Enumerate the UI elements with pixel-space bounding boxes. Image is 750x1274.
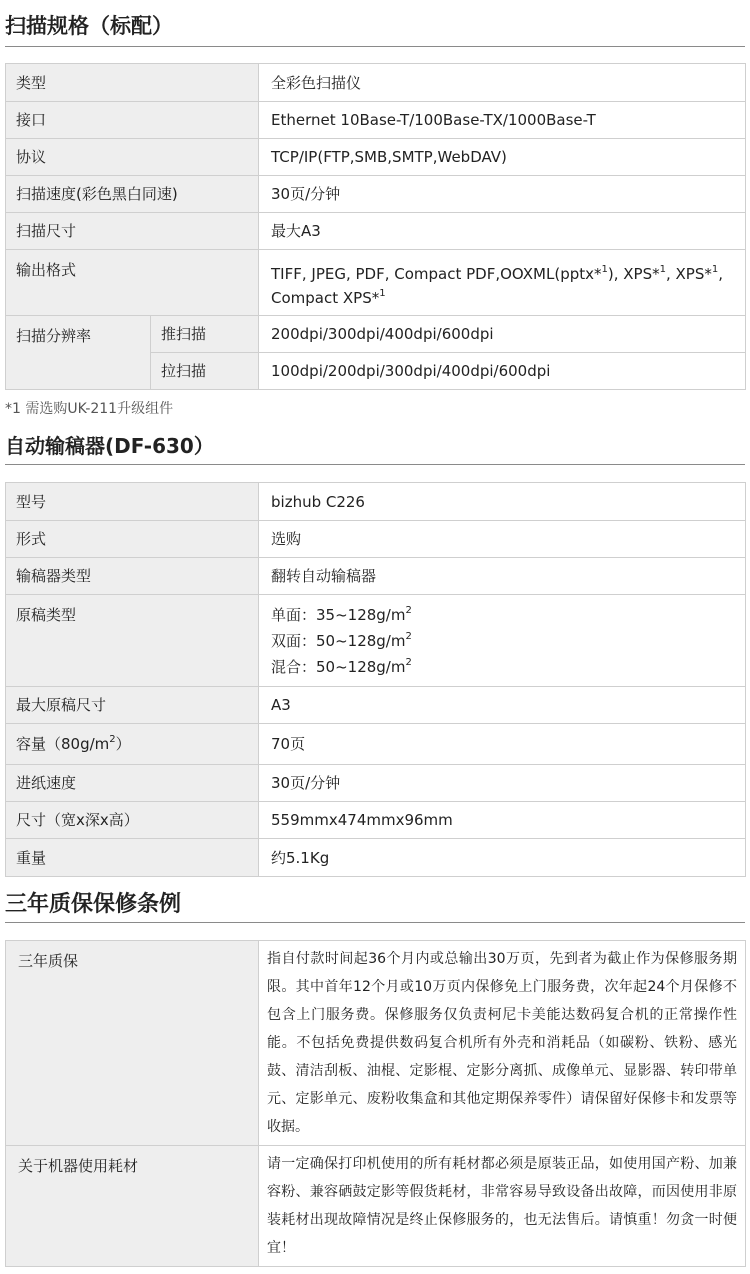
- format-text: TIFF, JPEG, PDF, Compact PDF,OOXML(pptx*: [271, 264, 602, 283]
- table-row: [6, 765, 746, 802]
- spec-value: 200dpi/300dpi/400dpi/600dpi: [259, 316, 746, 353]
- spec-label: 扫描分辨率: [6, 316, 151, 390]
- table-row: [6, 316, 746, 353]
- warranty-title: 三年质保保修条例: [5, 892, 182, 917]
- format-text: ,: [718, 264, 724, 283]
- capacity-label: 容量（80g/m: [16, 735, 110, 753]
- table-row: [6, 176, 746, 213]
- table-row: [6, 139, 746, 176]
- warranty-label: 三年质保: [6, 941, 259, 1146]
- warranty-text: 指自付款时间起36个月内或总输出30万页，先到者为截止作为保修服务期限。其中首年12个月或10万页内保修免上门服务费，次年起24个月保修不包含上门服务费。保修服务仅负责柯尼卡美能达数码复合机的正常操作性能。不包括免费提供数码复合机所有外壳和消耗品（如碳粉、铁粉、感光鼓、清洁刮板、油棍、定影棍、定影分离抓、成像单元、显影器、转印带单元、定影单元、废粉收集盒和其他定期保养零件）请保留好保修卡和发票等收据。: [259, 941, 746, 1146]
- spec-label: 型号: [6, 483, 259, 521]
- table-row: [6, 687, 746, 724]
- spec-label: 输稿器类型: [6, 558, 259, 595]
- original-type-line: 混合：50~128g/m: [271, 657, 406, 676]
- spec-value: 100dpi/200dpi/300dpi/400dpi/600dpi: [259, 353, 746, 390]
- spec-label: 形式: [6, 521, 259, 558]
- spec-label: 类型: [6, 64, 259, 102]
- scan-spec-table: [5, 63, 746, 390]
- table-row: [6, 64, 746, 102]
- spec-sublabel: 推扫描: [151, 316, 259, 353]
- table-row: [6, 521, 746, 558]
- spec-label: 扫描尺寸: [6, 213, 259, 250]
- spec-value: 最大A3: [259, 213, 746, 250]
- spec-value: 选购: [259, 521, 746, 558]
- table-row: [6, 213, 746, 250]
- spec-value: Ethernet 10Base-T/100Base-TX/1000Base-T: [259, 102, 746, 139]
- table-row: [6, 839, 746, 877]
- spec-value-output-format: [259, 250, 746, 316]
- scan-spec-title: 扫描规格（标配）: [5, 14, 173, 38]
- scan-spec-rule: [5, 46, 745, 47]
- adf-spec-table: [5, 482, 746, 877]
- superscript: 2: [405, 604, 412, 616]
- spec-value: TCP/IP(FTP,SMB,SMTP,WebDAV): [259, 139, 746, 176]
- spec-value-original-type: [259, 595, 746, 687]
- adf-spec-rule: [5, 464, 745, 465]
- spec-value: 70页: [259, 724, 746, 765]
- spec-label: 接口: [6, 102, 259, 139]
- spec-label: 原稿类型: [6, 595, 259, 687]
- table-row: [6, 102, 746, 139]
- scan-footnote: *1 需选购UK-211升级组件: [5, 401, 174, 417]
- footnote-mark: 1: [379, 287, 386, 299]
- spec-label: 最大原稿尺寸: [6, 687, 259, 724]
- spec-value: 全彩色扫描仪: [259, 64, 746, 102]
- spec-value: bizhub C226: [259, 483, 746, 521]
- superscript: 2: [405, 656, 412, 668]
- table-row: [6, 558, 746, 595]
- table-row: [6, 941, 746, 1146]
- table-row: [6, 1146, 746, 1267]
- spec-value: 约5.1Kg: [259, 839, 746, 877]
- spec-value: 559mmx474mmx96mm: [259, 802, 746, 839]
- spec-value: 30页/分钟: [259, 765, 746, 802]
- format-text: , XPS*: [666, 264, 712, 283]
- adf-spec-title: 自动输稿器(DF-630）: [5, 434, 214, 458]
- table-row: [6, 802, 746, 839]
- spec-label: 重量: [6, 839, 259, 877]
- spec-label: 进纸速度: [6, 765, 259, 802]
- original-type-line: 单面：35~128g/m: [271, 605, 406, 624]
- spec-value: A3: [259, 687, 746, 724]
- superscript: 2: [109, 734, 116, 745]
- spec-label: 协议: [6, 139, 259, 176]
- original-type-line: 双面：50~128g/m: [271, 631, 406, 650]
- footnote-mark: 1: [601, 263, 608, 275]
- spec-sublabel: 拉扫描: [151, 353, 259, 390]
- warranty-rule: [5, 922, 745, 923]
- spec-value: 翻转自动输稿器: [259, 558, 746, 595]
- spec-value: 30页/分钟: [259, 176, 746, 213]
- format-text: Compact XPS*: [271, 288, 380, 307]
- spec-label: 扫描速度(彩色黑白同速): [6, 176, 259, 213]
- warranty-text: 请一定确保打印机使用的所有耗材都必须是原装正品，如使用国产粉、加兼容粉、兼容硒鼓定影等假货耗材，非常容易导致设备出故障，而因使用非原装耗材出现故障情况是终止保修服务的，也无法售后。请慎重！勿贪一时便宜！: [259, 1146, 746, 1267]
- warranty-label: 关于机器使用耗材: [6, 1146, 259, 1267]
- format-text: ), XPS*: [607, 264, 660, 283]
- footnote-mark: 1: [711, 263, 719, 275]
- spec-label-capacity: [6, 724, 259, 765]
- footnote-mark: 1: [659, 263, 666, 275]
- capacity-label: ）: [115, 735, 131, 753]
- spec-label: 尺寸（宽x深x高）: [6, 802, 259, 839]
- table-row: [6, 595, 746, 687]
- table-row: [6, 724, 746, 765]
- superscript: 2: [405, 630, 412, 642]
- table-row: [6, 483, 746, 521]
- spec-label: 输出格式: [6, 250, 259, 316]
- warranty-table: [5, 940, 746, 1267]
- table-row: [6, 250, 746, 316]
